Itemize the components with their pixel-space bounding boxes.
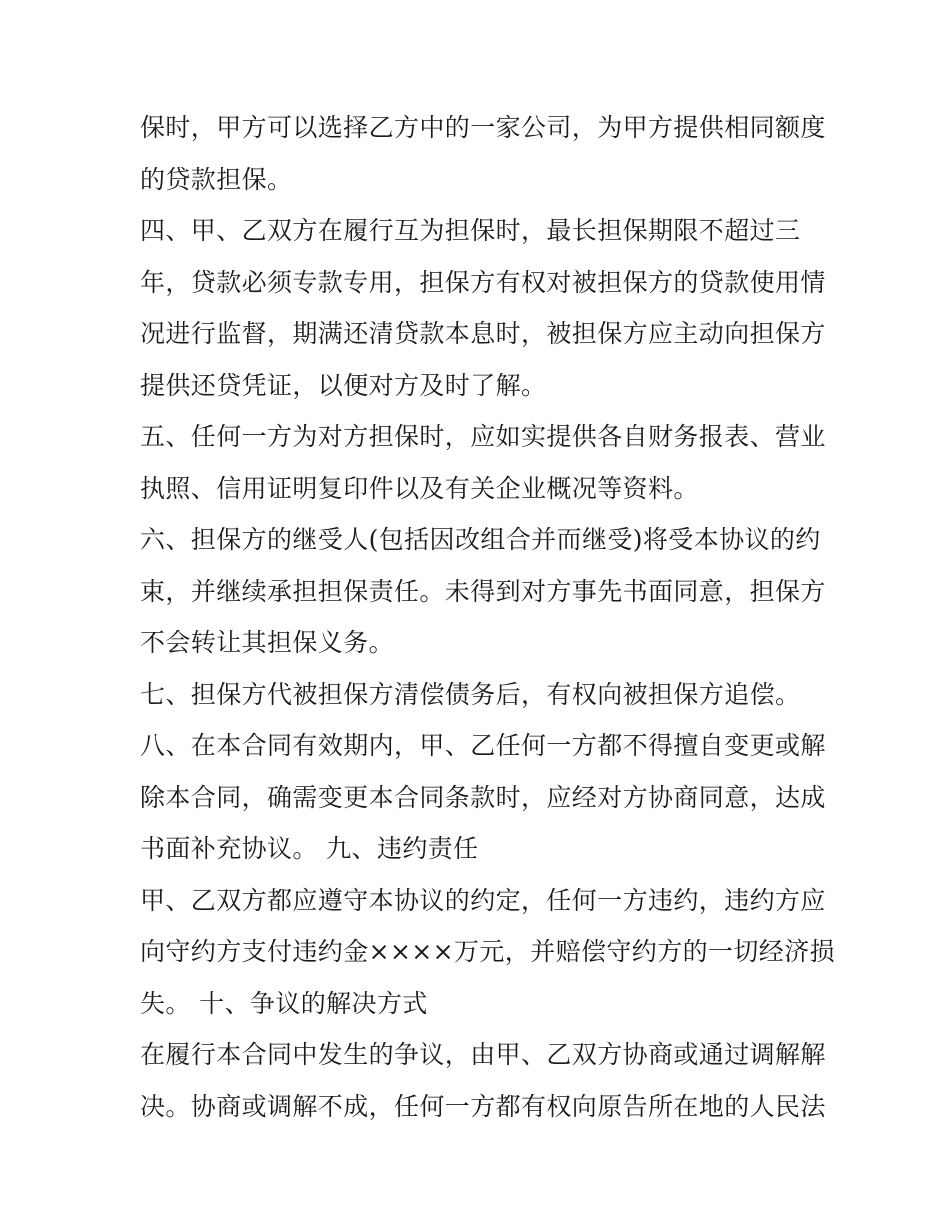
text-line: 书面补充协议。 九、违约责任 <box>140 834 479 863</box>
text-line: 执照、信用证明复印件以及有关企业概况等资料。 <box>140 473 699 503</box>
text-line: 向守约方支付违约金××××万元，并赔偿守约方的一切经济损 <box>140 937 835 966</box>
text-line: 七、担保方代被担保方清偿债务后，有权向被担保方追偿。 <box>140 679 801 709</box>
text-line: 不会转让其担保义务。 <box>140 628 395 657</box>
text-line: 四、甲、乙双方在履行互为担保时，最长担保期限不超过三 <box>140 216 801 245</box>
text-line: 五、任何一方为对方担保时，应如实提供各自财务报表、营业 <box>140 422 826 451</box>
text-line: 提供还贷凭证，以便对方及时了解。 <box>140 370 547 400</box>
text-line: 六、担保方的继受人(包括因改组合并而继受)将受本协议的约 <box>140 525 821 554</box>
text-line: 失。 十、争议的解决方式 <box>140 988 428 1018</box>
text-line: 甲、乙双方都应遵守本协议的约定，任何一方违约，违约方应 <box>140 885 826 915</box>
text-line: 八、在本合同有效期内，甲、乙任何一方都不得擅自变更或解 <box>140 731 826 760</box>
text-line: 况进行监督，期满还清贷款本息时，被担保方应主动向担保方 <box>140 319 826 348</box>
document-body <box>140 102 835 1132</box>
text-line: 保时，甲方可以选择乙方中的一家公司，为甲方提供相同额度 <box>140 113 826 142</box>
text-line: 在履行本合同中发生的争议，由甲、乙双方协商或通过调解解 <box>140 1040 826 1069</box>
text-line: 除本合同，确需变更本合同条款时，应经对方协商同意，达成 <box>140 782 826 812</box>
text-line: 束，并继续承担担保责任。未得到对方事先书面同意，担保方 <box>140 576 826 606</box>
text-line: 年，贷款必须专款专用，担保方有权对被担保方的贷款使用情 <box>140 267 826 297</box>
text-line: 决。协商或调解不成，任何一方都有权向原告所在地的人民法 <box>140 1091 826 1121</box>
text-line: 的贷款担保。 <box>140 164 293 194</box>
